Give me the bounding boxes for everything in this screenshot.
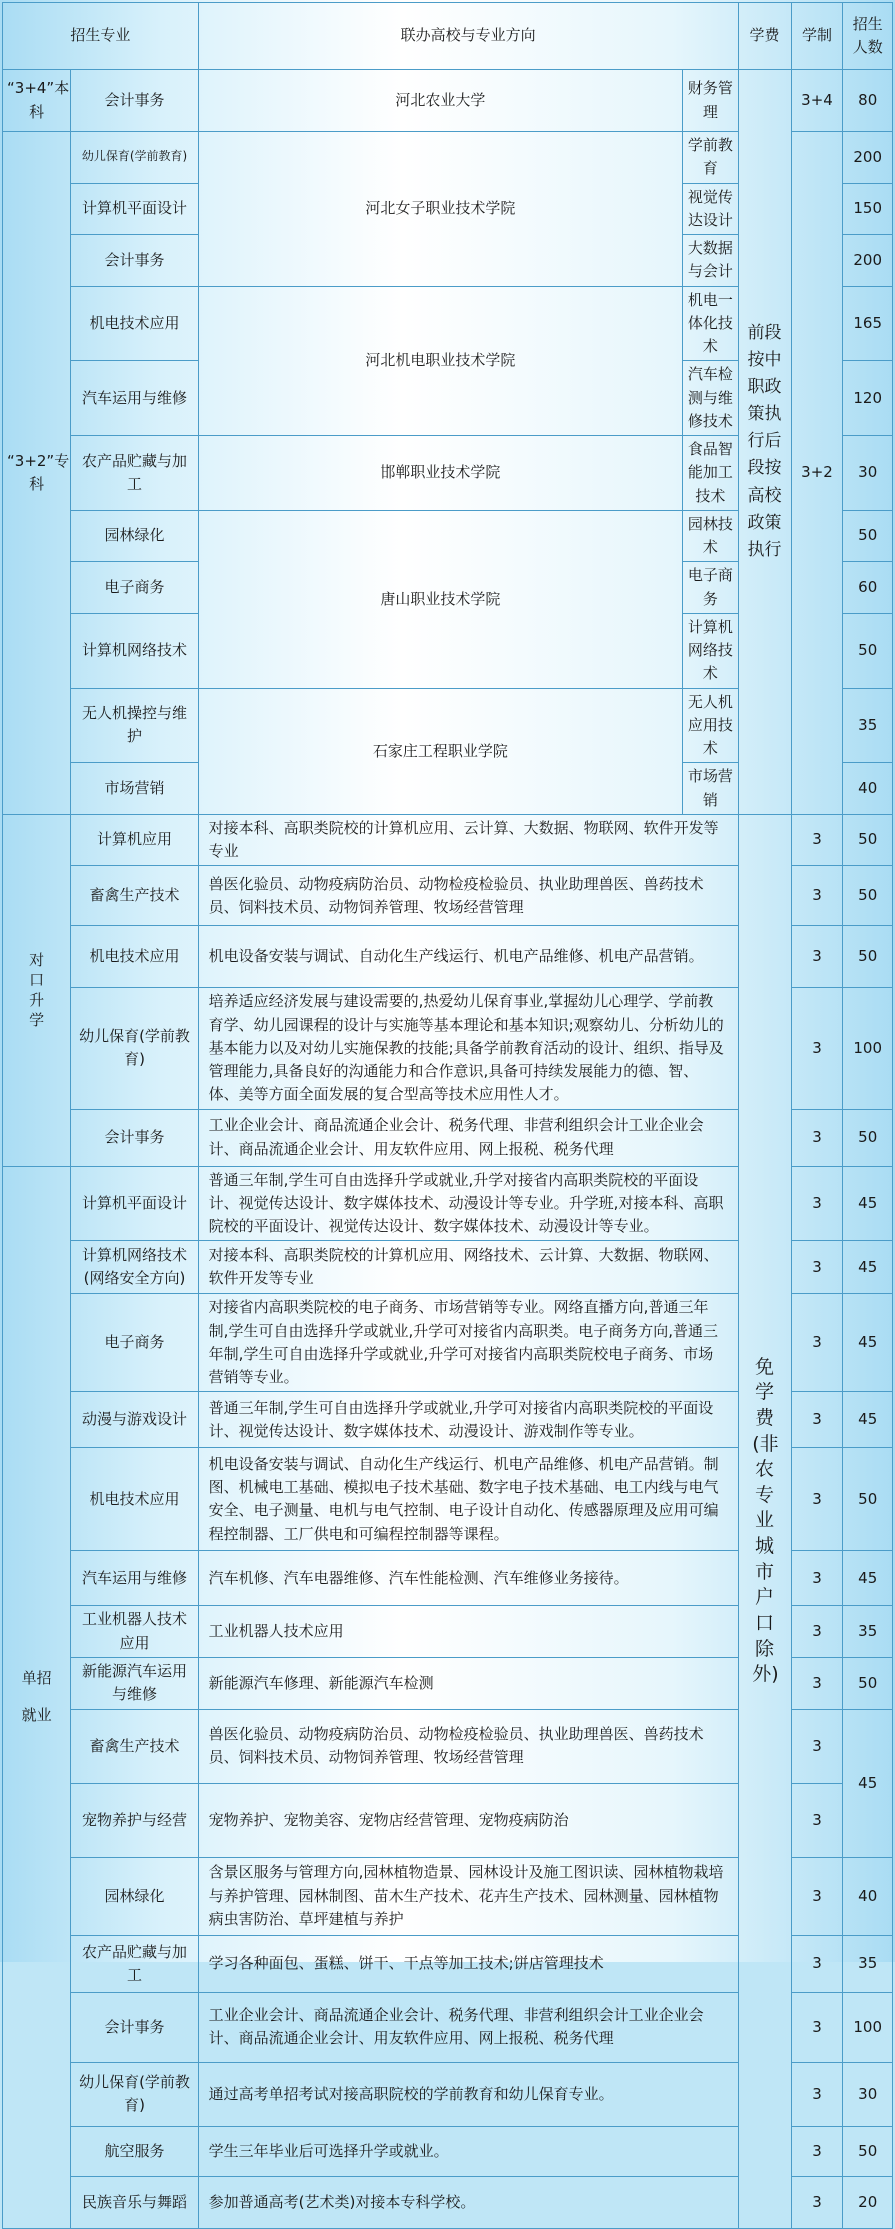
quota-cell: 50: [843, 1109, 893, 1166]
major-cell: 畜禽生产技术: [71, 866, 198, 926]
duration-cell: 3: [791, 2126, 843, 2176]
major-cell: 幼儿保育(学前教育): [71, 132, 198, 184]
major-cell: 幼儿保育(学前教育): [71, 988, 198, 1109]
direction-cell: 汽车检测与维修技术: [683, 361, 738, 436]
quota-cell: 45: [843, 1294, 893, 1392]
major-cell: 计算机应用: [71, 814, 198, 866]
direction-cell: 财务管理: [683, 70, 738, 132]
duration-cell: 3: [791, 988, 843, 1109]
quota-cell: 45: [843, 1392, 893, 1448]
duration-cell: 3: [791, 1992, 843, 2062]
quota-cell: 100: [843, 988, 893, 1109]
quota-cell: 20: [843, 2176, 893, 2228]
quota-cell: 35: [843, 1606, 893, 1658]
major-cell: 计算机平面设计: [71, 1166, 198, 1241]
duration-cell: 3: [791, 926, 843, 988]
desc-cell: 含景区服务与管理方向,园林植物造景、园林设计及施工图识读、园林植物栽培与养护管理、园林制图、苗木生产技术、花卉生产技术、园林测量、园林植物病虫害防治、草坪建植与养护: [198, 1857, 738, 1935]
table-row: [3, 70, 893, 132]
header-duration: 学制: [791, 3, 843, 70]
desc-cell: 通过高考单招考试对接高职院校的学前教育和幼儿保育专业。: [198, 2062, 738, 2126]
desc-cell: 对接本科、高职类院校的计算机应用、云计算、大数据、物联网、软件开发等专业: [198, 814, 738, 866]
major-cell: 机电技术应用: [71, 286, 198, 361]
duration-cell: 3: [791, 1448, 843, 1551]
major-cell: 工业机器人技术应用: [71, 1606, 198, 1658]
college-cell: 河北女子职业技术学院: [198, 132, 682, 287]
major-cell: 会计事务: [71, 1109, 198, 1166]
quota-cell: 40: [843, 1857, 893, 1935]
desc-cell: 学生三年毕业后可选择升学或就业。: [198, 2126, 738, 2176]
quota-cell: 50: [843, 926, 893, 988]
major-cell: 电子商务: [71, 562, 198, 614]
quota-cell: 50: [843, 866, 893, 926]
major-cell: 会计事务: [71, 235, 198, 287]
quota-cell: 100: [843, 1992, 893, 2062]
direction-cell: 园林技术: [683, 510, 738, 562]
duration-cell: 3: [791, 1166, 843, 1241]
major-cell: 航空服务: [71, 2126, 198, 2176]
duration-cell: 3: [791, 1551, 843, 1606]
college-cell: 石家庄工程职业学院: [198, 688, 682, 814]
major-cell: 计算机平面设计: [71, 183, 198, 235]
desc-cell: 普通三年制,学生可自由选择升学或就业,升学对接省内高职类院校的平面设计、视觉传达设计、数字媒体技术、动漫设计等专业。升学班,对接本科、高职院校的平面设计、视觉传达设计、数字媒体技术、动漫设计等专业。: [198, 1166, 738, 1241]
major-cell: 机电技术应用: [71, 926, 198, 988]
desc-cell: 兽医化验员、动物疫病防治员、动物检疫检验员、执业助理兽医、兽药技术员、饲料技术员、动物饲养管理、牧场经营管理: [198, 866, 738, 926]
section-label-3plus4: “3+4”本科: [3, 70, 71, 132]
desc-cell: 学习各种面包、蛋糕、饼干、干点等加工技术;饼店管理技术: [198, 1935, 738, 1992]
tuition-free-text: 免学费(非农专业城市户口除外): [752, 1355, 779, 1686]
direction-cell: 电子商务: [683, 562, 738, 614]
direction-cell: 无人机应用技术: [683, 688, 738, 763]
major-cell: 园林绿化: [71, 1857, 198, 1935]
quota-cell: 50: [843, 2126, 893, 2176]
duration-cell: 3: [791, 814, 843, 866]
duration-cell: 3: [791, 1783, 843, 1857]
direction-cell: 市场营销: [683, 763, 738, 815]
desc-cell: 培养适应经济发展与建设需要的,热爱幼儿保育事业,掌握幼儿心理学、学前教育学、幼儿园课程的设计与实施等基本理论和基本知识;观察幼儿、分析幼儿的基本能力以及对幼儿实施保教的技能;具备学前教育活动的设计、组织、指导及管理能力,具备良好的沟通能力和合作意识,具备可持续发展能力的德、智、体、美等方面全面发展的复合型高等技术应用性人才。: [198, 988, 738, 1109]
quota-cell: 50: [843, 1448, 893, 1551]
duration-cell: 3: [791, 866, 843, 926]
direction-cell: 机电一体化技术: [683, 286, 738, 361]
direction-cell: 计算机网络技术: [683, 613, 738, 688]
quota-cell: 150: [843, 183, 893, 235]
desc-cell: 机电设备安装与调试、自动化生产线运行、机电产品维修、机电产品营销。制图、机械电工基础、模拟电子技术基础、数字电子技术基础、电工内线与电气安全、电子测量、电机与电气控制、电子设计自动化、传感器原理及应用可编程控制器、工厂供电和可编程控制器等课程。: [198, 1448, 738, 1551]
desc-cell: 普通三年制,学生可自由选择升学或就业,升学可对接省内高职类院校的平面设计、视觉传达设计、数字媒体技术、动漫设计、游戏制作等专业。: [198, 1392, 738, 1448]
duration-cell: 3: [791, 1657, 843, 1709]
major-cell: 农产品贮藏与加工: [71, 436, 198, 511]
section-label-danzhao-line2: 就业: [21, 1706, 52, 1725]
desc-cell: 机电设备安装与调试、自动化生产线运行、机电产品维修、机电产品营销。: [198, 926, 738, 988]
header-partner: 联办高校与专业方向: [198, 3, 738, 70]
major-cell: 会计事务: [71, 1992, 198, 2062]
direction-cell: 大数据与会计: [683, 235, 738, 287]
major-cell: 无人机操控与维护: [71, 688, 198, 763]
college-cell: 唐山职业技术学院: [198, 510, 682, 688]
desc-cell: 宠物养护、宠物美容、宠物店经营管理、宠物疫病防治: [198, 1783, 738, 1857]
direction-cell: 食品智能加工技术: [683, 436, 738, 511]
desc-cell: 参加普通高考(艺术类)对接本专科学校。: [198, 2176, 738, 2228]
header-major: 招生专业: [3, 3, 199, 70]
duration-cell: 3: [791, 1709, 843, 1783]
quota-cell: 35: [843, 1935, 893, 1992]
duration-cell: 3+2: [791, 132, 843, 815]
desc-cell: 对接本科、高职类院校的计算机应用、网络技术、云计算、大数据、物联网、软件开发等专业: [198, 1241, 738, 1294]
major-cell: 幼儿保育(学前教育): [71, 2062, 198, 2126]
major-cell: 畜禽生产技术: [71, 1709, 198, 1783]
major-cell: 汽车运用与维修: [71, 1551, 198, 1606]
duration-cell: 3: [791, 1109, 843, 1166]
desc-cell: 工业企业会计、商品流通企业会计、税务代理、非营利组织会计工业企业会计、商品流通企业会计、用友软件应用、网上报税、税务代理: [198, 1109, 738, 1166]
major-cell: 汽车运用与维修: [71, 361, 198, 436]
major-cell: 农产品贮藏与加工: [71, 1935, 198, 1992]
quota-cell: 30: [843, 436, 893, 511]
major-cell: 市场营销: [71, 763, 198, 815]
desc-cell: 汽车机修、汽车电器维修、汽车性能检测、汽车维修业务接待。: [198, 1551, 738, 1606]
direction-cell: 学前教育: [683, 132, 738, 184]
college-cell: 河北机电职业技术学院: [198, 286, 682, 436]
direction-cell: 视觉传达设计: [683, 183, 738, 235]
major-cell: 电子商务: [71, 1294, 198, 1392]
quota-cell: 50: [843, 613, 893, 688]
section-label-danzhao-line1: 单招: [21, 1668, 52, 1687]
section-label-danzhao: [3, 1166, 71, 2228]
duration-cell: 3: [791, 1392, 843, 1448]
quota-cell: 30: [843, 2062, 893, 2126]
quota-cell: 200: [843, 235, 893, 287]
quota-cell: 50: [843, 814, 893, 866]
quota-cell: 120: [843, 361, 893, 436]
major-cell: 动漫与游戏设计: [71, 1392, 198, 1448]
quota-cell: 50: [843, 510, 893, 562]
shared-quota-cell: 45: [843, 1709, 893, 1857]
section-label-duikou: [3, 814, 71, 1166]
quota-cell: 165: [843, 286, 893, 361]
major-cell: 机电技术应用: [71, 1448, 198, 1551]
duration-cell: 3: [791, 1606, 843, 1658]
college-cell: 邯郸职业技术学院: [198, 436, 682, 511]
major-cell: 计算机网络技术: [71, 613, 198, 688]
duration-cell: 3: [791, 1241, 843, 1294]
tuition-segment-policy: 前段按中职政策执行后段按高校政策执行: [738, 70, 791, 815]
major-cell: 园林绿化: [71, 510, 198, 562]
desc-cell: 新能源汽车修理、新能源汽车检测: [198, 1657, 738, 1709]
quota-cell: 40: [843, 763, 893, 815]
duration-cell: 3: [791, 1294, 843, 1392]
quota-cell: 35: [843, 688, 893, 763]
desc-cell: 兽医化验员、动物疫病防治员、动物检疫检验员、执业助理兽医、兽药技术员、饲料技术员、动物饲养管理、牧场经营管理: [198, 1709, 738, 1783]
quota-cell: 200: [843, 132, 893, 184]
quota-cell: 60: [843, 562, 893, 614]
major-cell: 新能源汽车运用与维修: [71, 1657, 198, 1709]
duration-cell: 3: [791, 1857, 843, 1935]
desc-cell: 工业企业会计、商品流通企业会计、税务代理、非营利组织会计工业企业会计、商品流通企业会计、用友软件应用、网上报税、税务代理: [198, 1992, 738, 2062]
header-quota: 招生人数: [843, 3, 893, 70]
header-row: [3, 3, 893, 70]
section-label-duikou-text: 对口升学: [29, 950, 45, 1030]
tuition-free-note: [738, 814, 791, 2228]
desc-cell: 工业机器人技术应用: [198, 1606, 738, 1658]
major-cell: 会计事务: [71, 70, 198, 132]
quota-cell: 45: [843, 1166, 893, 1241]
major-cell: 民族音乐与舞蹈: [71, 2176, 198, 2228]
section-label-3plus2: “3+2”专科: [3, 132, 71, 815]
college-cell: 河北农业大学: [198, 70, 682, 132]
desc-cell: 对接省内高职类院校的电子商务、市场营销等专业。网络直播方向,普通三年制,学生可自由选择升学或就业,升学可对接省内高职类。电子商务方向,普通三年制,学生可自由选择升学或就业,升学可对接省内高职类院校电子商务、市场营销等专业。: [198, 1294, 738, 1392]
quota-cell: 80: [843, 70, 893, 132]
duration-cell: 3: [791, 2176, 843, 2228]
duration-cell: 3: [791, 2062, 843, 2126]
quota-cell: 45: [843, 1551, 893, 1606]
major-cell: 计算机网络技术(网络安全方向): [71, 1241, 198, 1294]
enrollment-table: [2, 2, 893, 2229]
major-cell: 宠物养护与经营: [71, 1783, 198, 1857]
duration-cell: 3: [791, 1935, 843, 1992]
quota-cell: 45: [843, 1241, 893, 1294]
quota-cell: 50: [843, 1657, 893, 1709]
duration-cell: 3+4: [791, 70, 843, 132]
table-row: [3, 814, 893, 866]
header-tuition: 学费: [738, 3, 791, 70]
